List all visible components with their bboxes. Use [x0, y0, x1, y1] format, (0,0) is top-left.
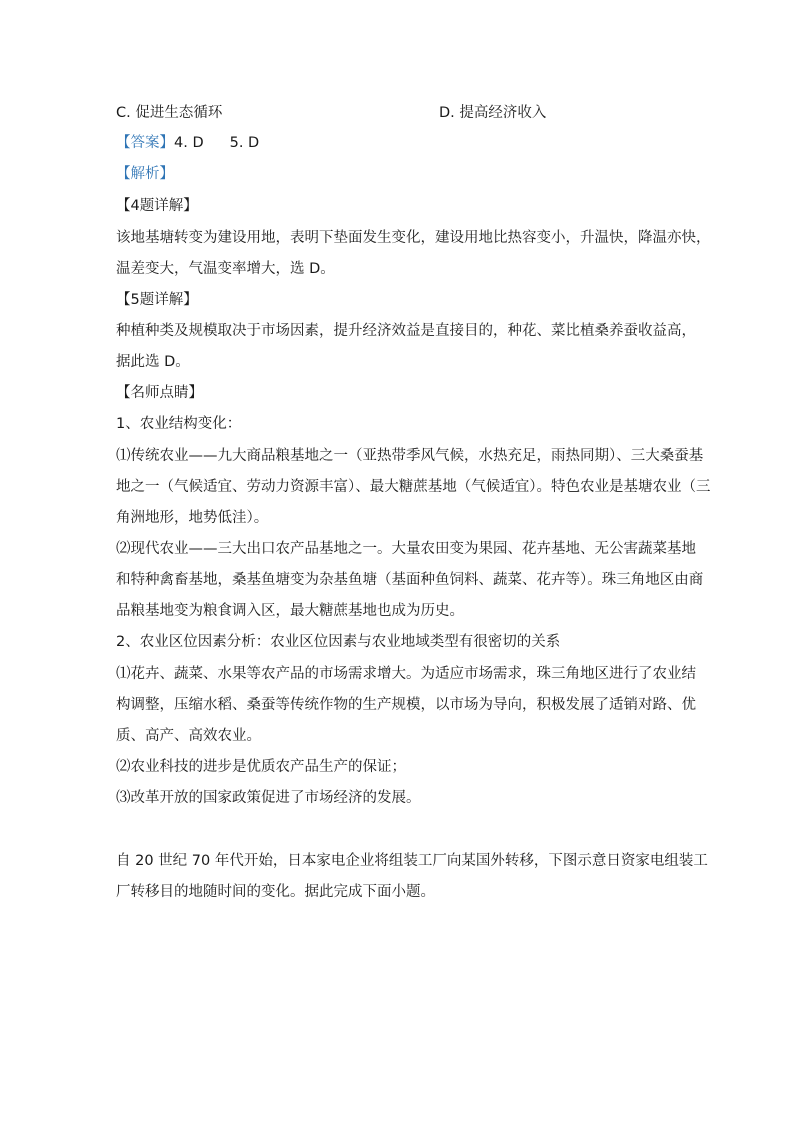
section2-item2: ⑵农业科技的进步是优质农产品生产的保证；	[116, 759, 406, 775]
next-question-line: 自 20 世纪 70 年代开始，日本家电企业将组装工厂向某国外转移，下图示意日资家电组装工	[116, 853, 708, 869]
tips-heading: 【名师点睛】	[116, 385, 203, 401]
q5-heading: 【5题详解】	[116, 292, 198, 308]
section2-item1-line: 构调整，压缩水稻、桑蚕等传统作物的生产规模，以市场为导向，积极发展了适销对路、优	[116, 697, 696, 713]
section1-item2-line: 和特种禽畜基地，桑基鱼塘变为杂基鱼塘（基面种鱼饲料、蔬菜、花卉等）。珠三角地区由商	[116, 572, 704, 588]
option-d: D. 提高经济收入	[439, 105, 547, 121]
next-question-line: 厂转移目的地随时间的变化。据此完成下面小题。	[116, 884, 435, 900]
q4-text-line: 该地基塘转变为建设用地，表明下垫面发生变化，建设用地比热容变小，升温快，降温亦快，	[116, 230, 711, 246]
answer-q4: 4. D	[174, 135, 204, 151]
section1-item2-line: 品粮基地变为粮食调入区，最大糖蔗基地也成为历史。	[116, 603, 464, 619]
section1-item2-line: ⑵现代农业——三大出口农产品基地之一。大量农田变为果园、花卉基地、无公害蔬菜基地	[116, 541, 696, 557]
option-c: C. 促进生态循环	[116, 105, 223, 121]
answer-q5: 5. D	[229, 135, 260, 151]
analysis-label: 【解析】	[116, 166, 174, 182]
q4-heading: 【4题详解】	[116, 198, 198, 214]
q5-text-line: 据此选 D。	[116, 354, 190, 370]
section1-item1-line: 地之一（气候适宜、劳动力资源丰富）、最大糖蔗基地（气候适宜）。特色农业是基塘农业（三	[116, 479, 711, 495]
q4-text-line: 温差变大，气温变率增大，选 D。	[116, 261, 335, 277]
section1-item1-line: 角洲地形，地势低洼）。	[116, 510, 269, 526]
q5-text-line: 种植种类及规模取决于市场因素，提升经济效益是直接目的，种花、菜比植桑养蚕收益高，	[116, 323, 696, 339]
section2-item1-line: 质、高产、高效农业。	[116, 728, 261, 744]
section1-item1-line: ⑴传统农业——九大商品粮基地之一（亚热带季风气候，水热充足，雨热同期）、三大桑蚕基	[116, 448, 704, 464]
section2-item3: ⑶改革开放的国家政策促进了市场经济的发展。	[116, 790, 421, 806]
section1-title: 1、农业结构变化：	[116, 416, 242, 432]
section2-title: 2、农业区位因素分析：农业区位因素与农业地域类型有很密切的关系	[116, 634, 561, 650]
section2-item1-line: ⑴花卉、蔬菜、水果等农产品的市场需求增大。为适应市场需求，珠三角地区进行了农业结	[116, 666, 696, 682]
answer-label: 【答案】	[116, 135, 174, 151]
answer-line	[116, 133, 259, 153]
